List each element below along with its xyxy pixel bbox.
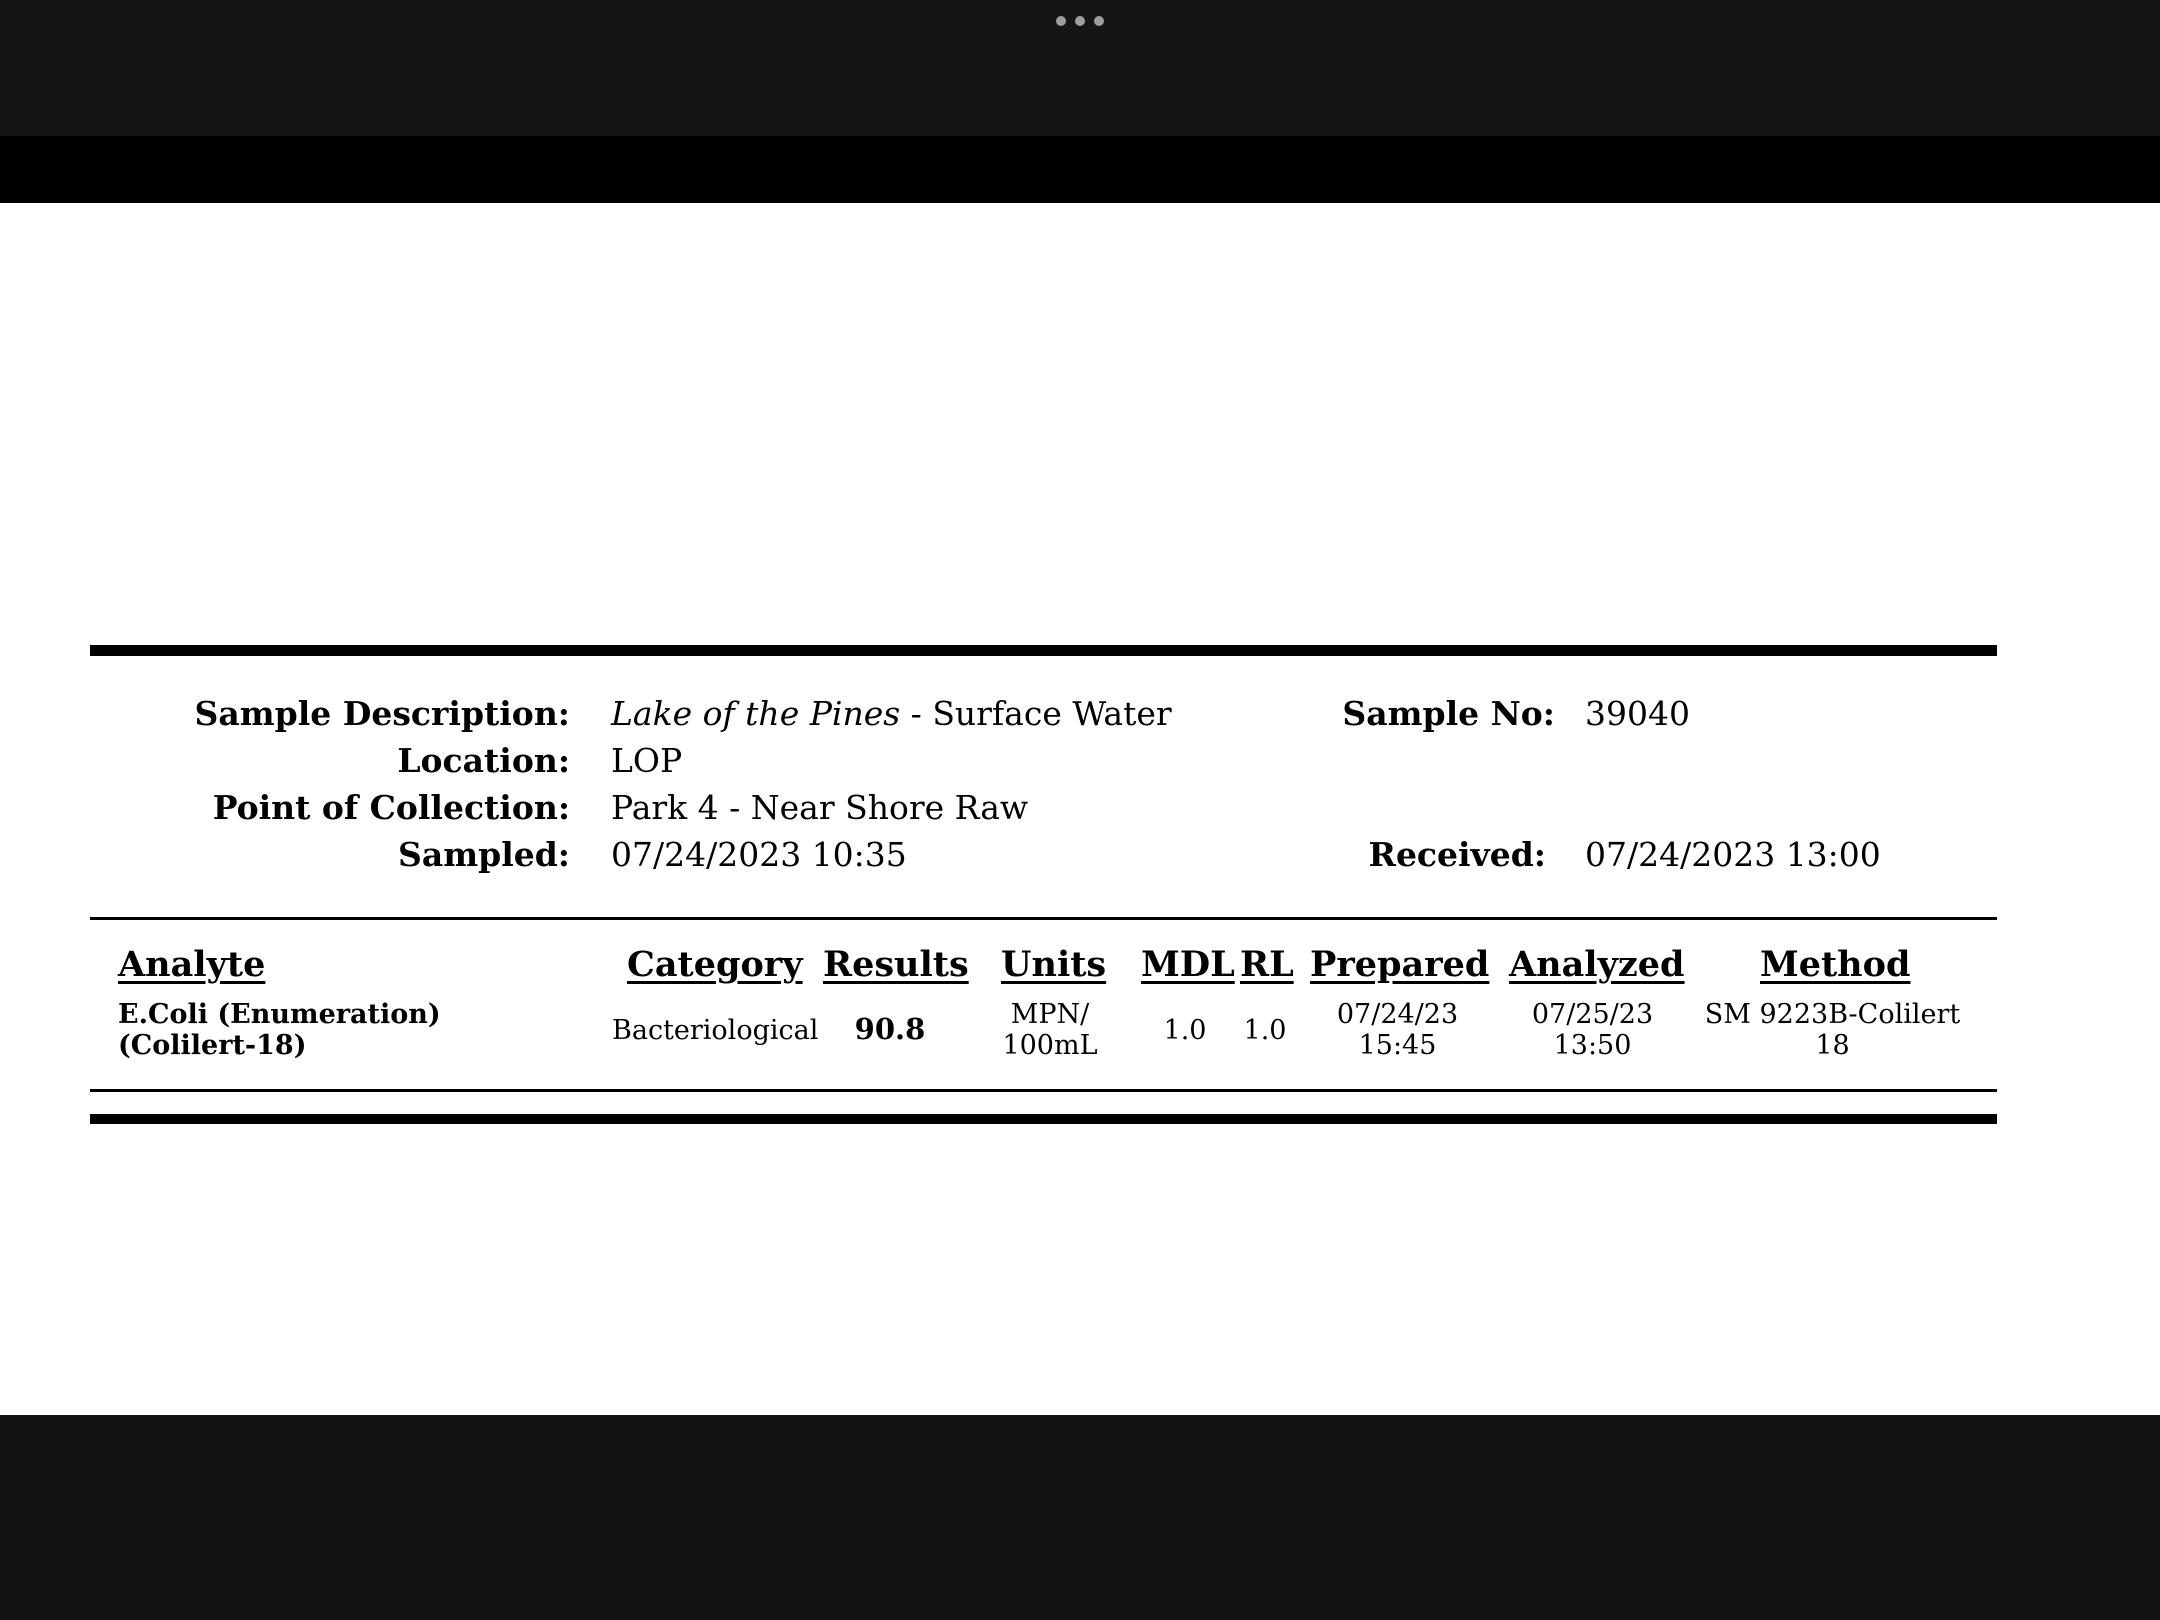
col-header-category: Category	[627, 944, 803, 985]
rl-cell: 1.0	[1243, 1015, 1287, 1046]
viewer-toolbar-band	[0, 136, 2160, 203]
header-separator-rule	[90, 917, 1997, 920]
viewer-bottom-bar	[0, 1415, 2160, 1620]
col-header-method: Method	[1760, 944, 1911, 985]
method-line1: SM 9223B-Colilert	[1704, 999, 1961, 1030]
col-header-mdl: MDL	[1141, 944, 1235, 985]
col-header-analyte: Analyte	[118, 944, 266, 985]
location-value: LOP	[611, 741, 683, 780]
bottom-thick-rule	[90, 1114, 1997, 1124]
more-horizontal-icon[interactable]	[1056, 15, 1104, 27]
analyte-name: E.Coli (Enumeration)	[118, 999, 441, 1030]
mdl-cell: 1.0	[1163, 1015, 1207, 1046]
dot	[1056, 16, 1066, 26]
method-cell	[1690, 999, 1975, 1061]
col-header-prepared: Prepared	[1310, 944, 1490, 985]
location-label: Location:	[397, 741, 570, 780]
dot	[1094, 16, 1104, 26]
prepared-time: 15:45	[1358, 1030, 1437, 1061]
point-of-collection-value: Park 4 - Near Shore Raw	[611, 788, 1029, 827]
sampled-label: Sampled:	[398, 835, 570, 874]
analyzed-cell	[1515, 999, 1670, 1061]
sampled-value: 07/24/2023 10:35	[611, 835, 907, 874]
sample-no-label: Sample No:	[1342, 694, 1555, 733]
sample-description-label: Sample Description:	[194, 694, 570, 733]
received-label: Received:	[1368, 835, 1546, 874]
col-header-rl: RL	[1240, 944, 1294, 985]
table-bottom-rule	[90, 1089, 1997, 1092]
units-line2: 100mL	[1002, 1030, 1098, 1061]
col-header-analyzed: Analyzed	[1509, 944, 1685, 985]
col-header-results: Results	[823, 944, 969, 985]
viewer-top-bar	[0, 0, 2160, 136]
analyzed-time: 13:50	[1553, 1030, 1632, 1061]
result-cell: 90.8	[854, 1012, 926, 1046]
analyte-cell	[118, 999, 578, 1061]
units-line1: MPN/	[1010, 999, 1090, 1030]
units-cell	[990, 999, 1110, 1061]
sample-no-value: 39040	[1585, 694, 1690, 733]
method-line2: 18	[1815, 1030, 1850, 1061]
description-rest: - Surface Water	[900, 694, 1172, 733]
top-thick-rule	[90, 645, 1997, 656]
prepared-date: 07/24/23	[1336, 999, 1459, 1030]
analyzed-date: 07/25/23	[1531, 999, 1654, 1030]
analyte-method-suffix: (Colilert-18)	[118, 1030, 307, 1061]
received-value: 07/24/2023 13:00	[1585, 835, 1881, 874]
sample-description-value	[611, 694, 1172, 733]
dot	[1075, 16, 1085, 26]
prepared-cell	[1320, 999, 1475, 1061]
col-header-units: Units	[1001, 944, 1107, 985]
lake-name: Lake of the Pines	[611, 694, 901, 733]
point-of-collection-label: Point of Collection:	[212, 788, 570, 827]
category-cell: Bacteriological	[612, 1015, 819, 1046]
